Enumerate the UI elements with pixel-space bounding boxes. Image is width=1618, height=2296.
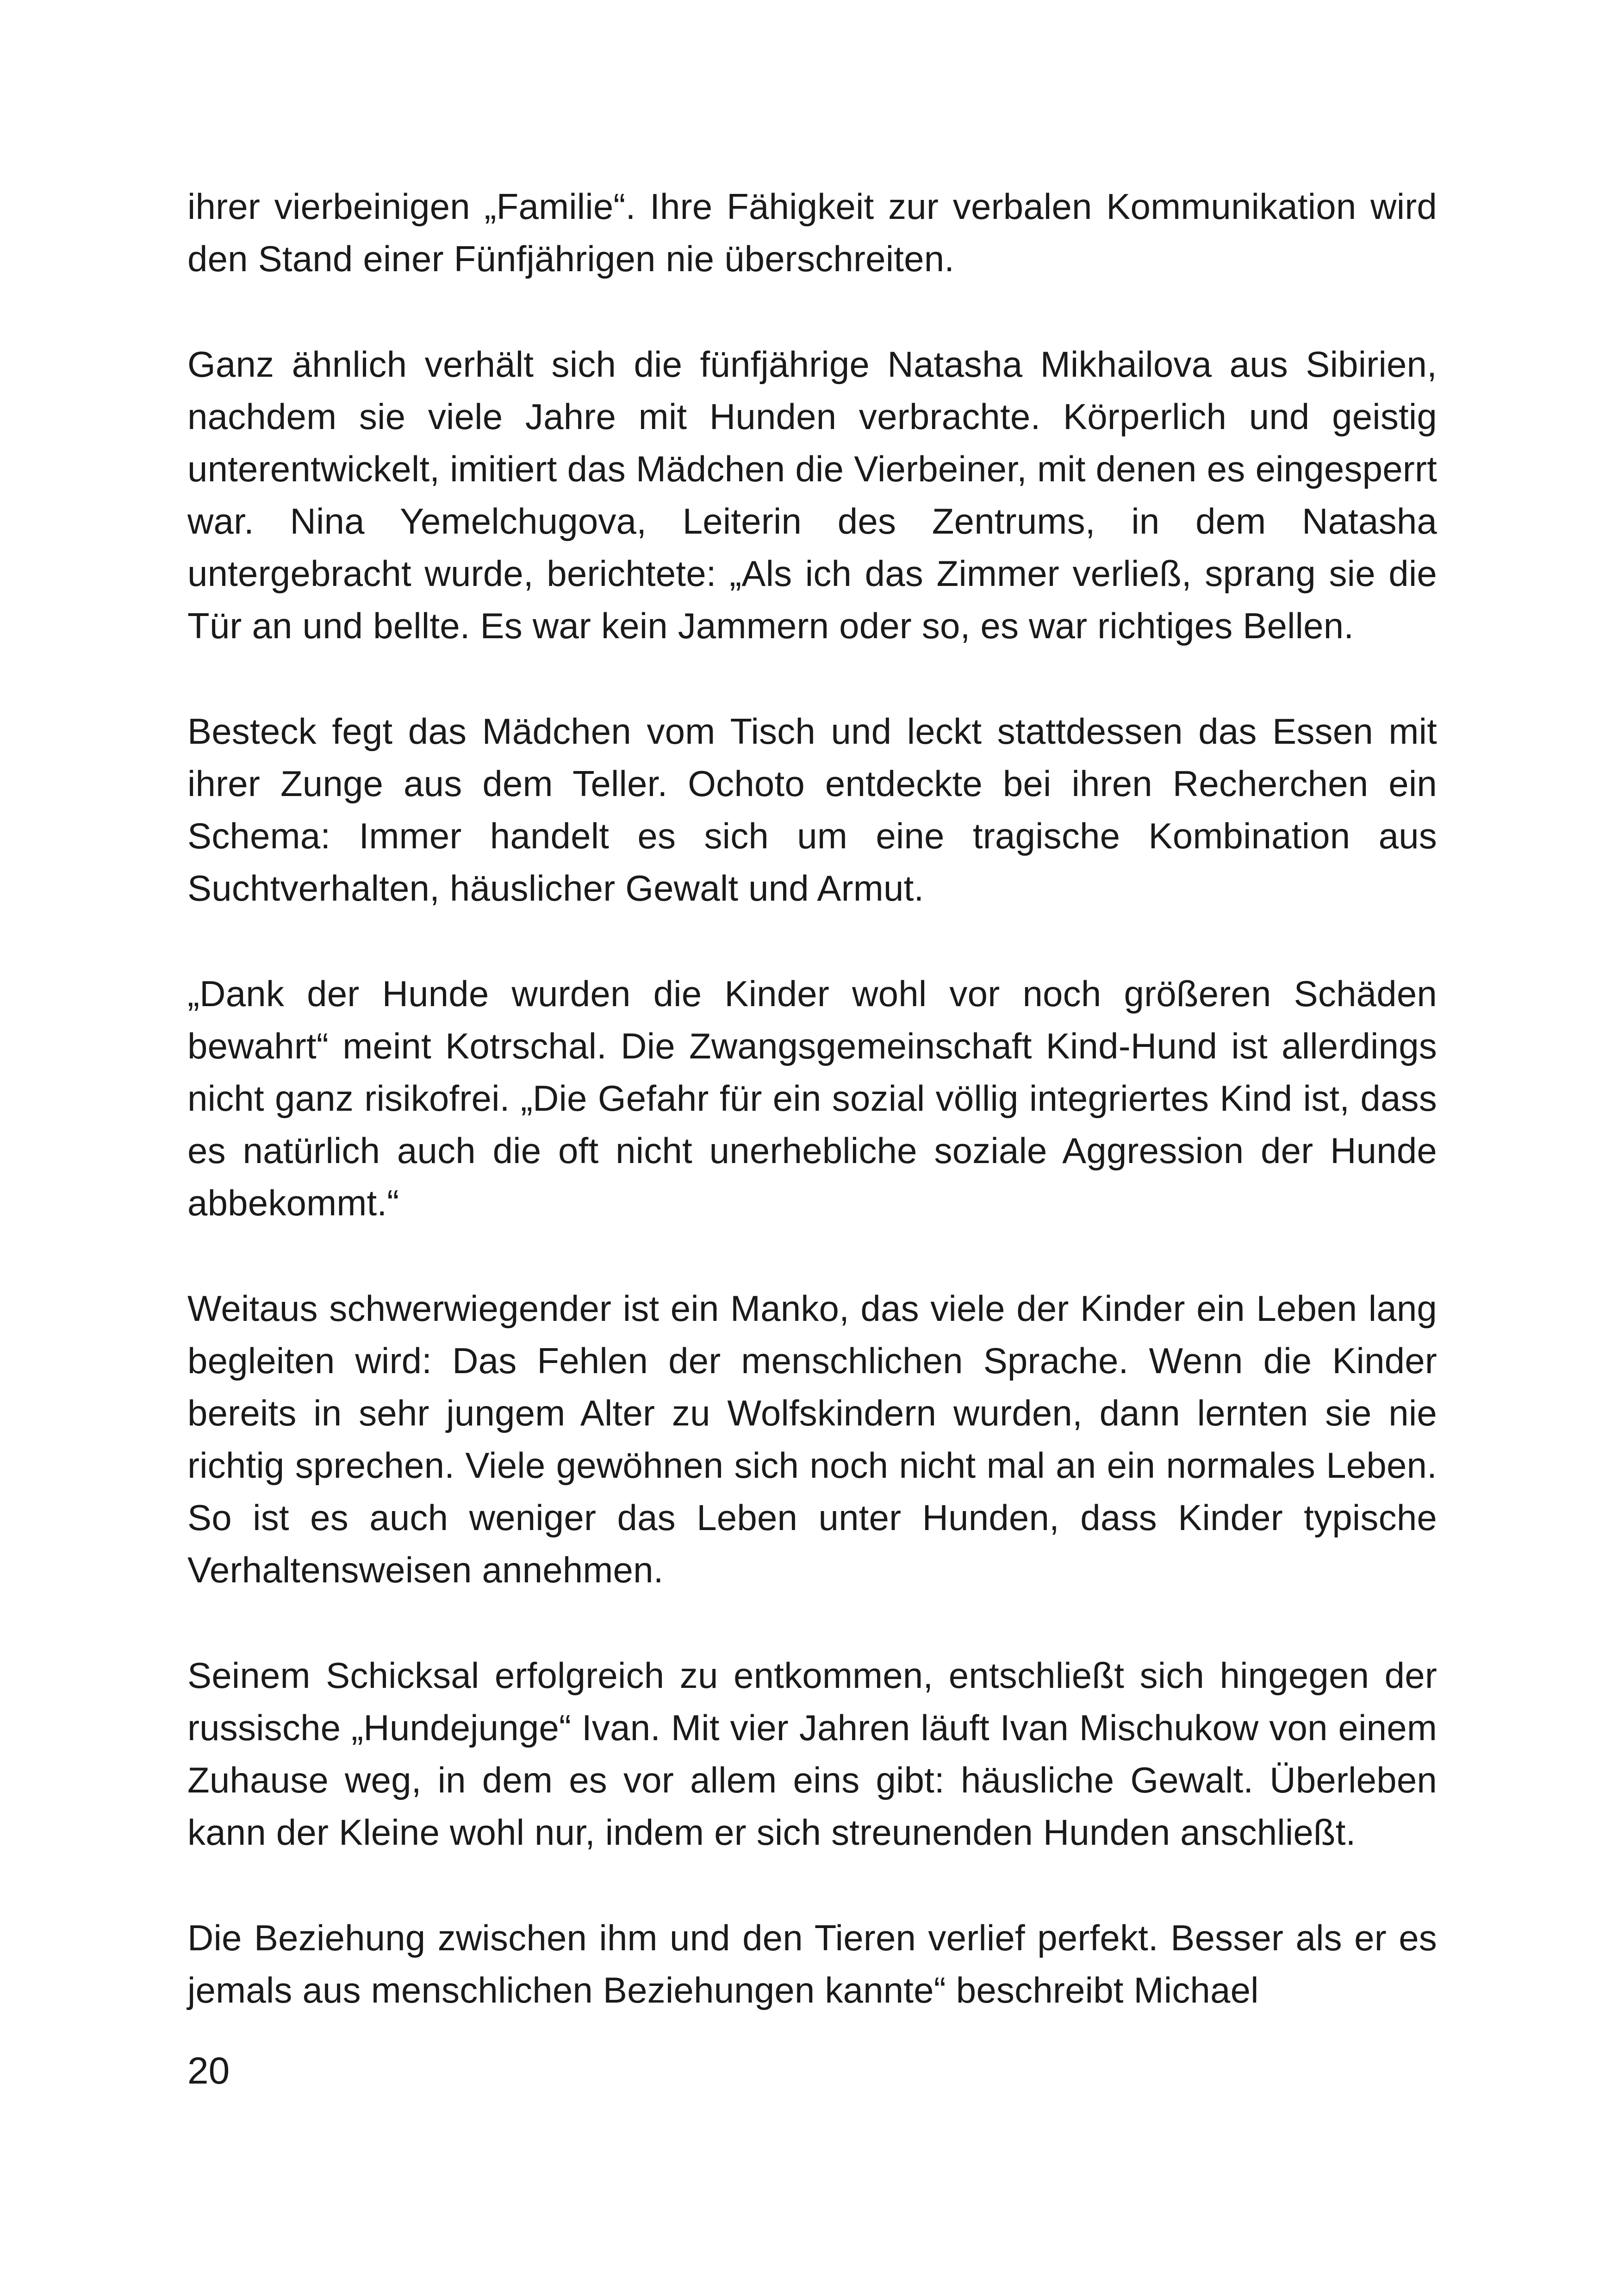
paragraph-3: Besteck fegt das Mädchen vom Tisch und leckt stattdessen das Essen mit ihrer Zunge aus dem Teller. Ochoto entdeckte bei ihren Recherchen ein Schema: Immer handelt es sich um eine tragische Kombination aus Suchtverhalten, häuslicher Gewalt und Armut. [187, 711, 1437, 908]
paragraph-4: „Dank der Hunde wurden die Kinder wohl vor noch größeren Schäden bewahrt“ meint Kotrschal. Die Zwangsgemeinschaft Kind-Hund ist allerdings nicht ganz risikofrei. „Die Gefahr für ein sozial völlig integriertes Kind ist, dass es natürlich auch die oft nicht unerhebliche soziale Aggression der Hunde abbekommt.“ [187, 973, 1437, 1223]
page-number: 20 [187, 2050, 230, 2092]
paragraph-7: Die Beziehung zwischen ihm und den Tieren verlief perfekt. Besser als er es jemals aus menschlichen Beziehungen kannte“ beschreibt Michael [187, 1917, 1437, 2010]
paragraph-2: Ganz ähnlich verhält sich die fünfjährige Natasha Mikhailova aus Sibirien, nachdem sie viele Jahre mit Hunden verbrachte. Körperlich und geistig unterentwickelt, imitiert das Mädchen die Vierbeiner, mit denen es eingesperrt war. Nina Yemelchugova, Leiterin des Zentrums, in dem Natasha untergebracht wurde, berichtete: „Als ich das Zimmer verließ, sprang sie die Tür an und bellte. Es war kein Jammern oder so, es war richtiges Bellen. [187, 344, 1437, 646]
paragraph-1: ihrer vierbeinigen „Familie“. Ihre Fähigkeit zur verbalen Kommunikation wird den Stand einer Fünfjährigen nie überschreiten. [187, 186, 1437, 279]
page-body [187, 180, 1437, 2016]
paragraph-5: Weitaus schwerwiegender ist ein Manko, das viele der Kinder ein Leben lang begleiten wird: Das Fehlen der menschlichen Sprache. Wenn die Kinder bereits in sehr jungem Alter zu Wolfskindern wurden, dann lernten sie nie richtig sprechen. Viele gewöhnen sich noch nicht mal an ein normales Leben. So ist es auch weniger das Leben unter Hunden, dass Kinder typische Verhaltensweisen annehmen. [187, 1288, 1437, 1590]
paragraph-6: Seinem Schicksal erfolgreich zu entkommen, entschließt sich hingegen der russische „Hundejunge“ Ivan. Mit vier Jahren läuft Ivan Mischukow von einem Zuhause weg, in dem es vor allem eins gibt: häusliche Gewalt. Überleben kann der Kleine wohl nur, indem er sich streunenden Hunden anschließt. [187, 1655, 1437, 1853]
